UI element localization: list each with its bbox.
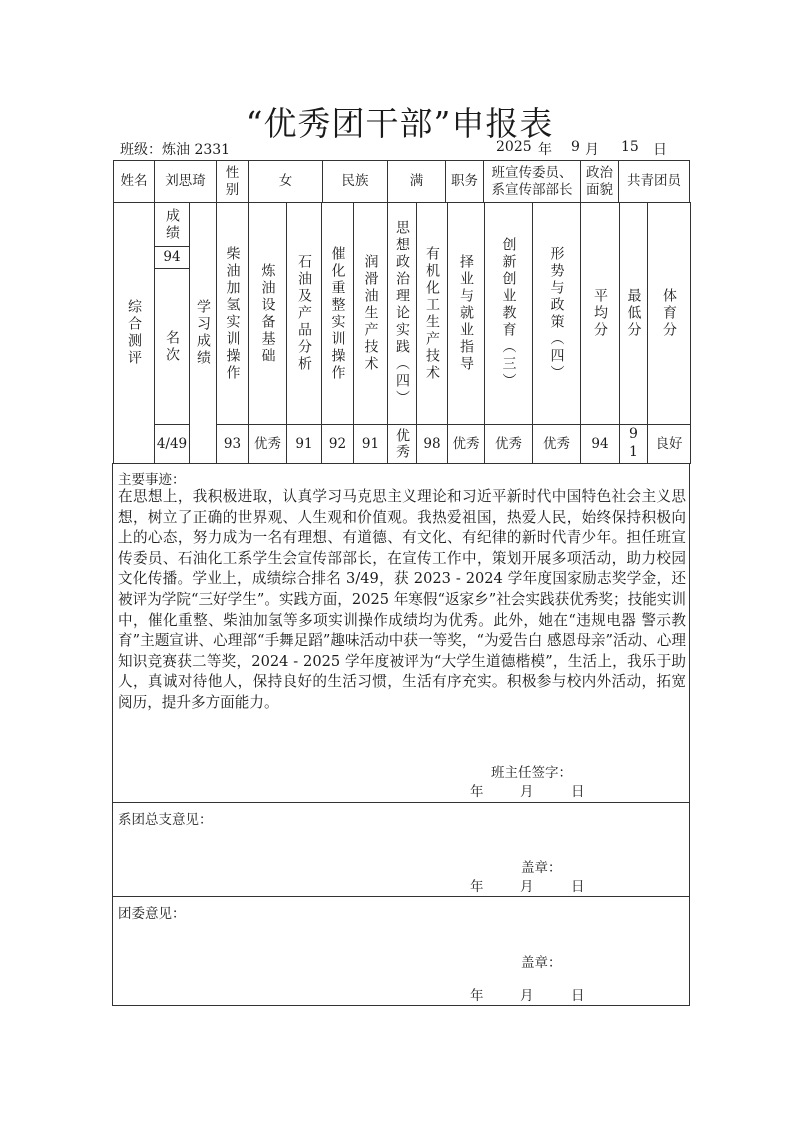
course-name-cell: 炼油设备基础 bbox=[248, 202, 287, 425]
branch-day-unit: 日 bbox=[571, 879, 585, 895]
course-score-cell: 94 bbox=[580, 424, 620, 464]
course-name-cell: 催化重整实训操作 bbox=[321, 202, 354, 425]
date-day: 15 bbox=[621, 139, 639, 155]
course-name-cell: 择业与就业指导 bbox=[447, 202, 485, 425]
gender-value: 女 bbox=[248, 160, 323, 203]
name-label: 姓名 bbox=[113, 160, 155, 203]
committee-opinion-box bbox=[112, 896, 690, 1006]
course-score-cell: 91 bbox=[286, 424, 322, 464]
deeds-month-unit: 月 bbox=[520, 784, 534, 800]
committee-month-unit: 月 bbox=[520, 988, 534, 1004]
course-score-cell: 优秀 bbox=[248, 424, 287, 464]
gender-label: 性别 bbox=[216, 160, 249, 203]
name-value: 刘思琦 bbox=[154, 160, 217, 203]
committee-year-unit: 年 bbox=[470, 988, 484, 1004]
head-teacher-signature-label: 班主任签字： bbox=[491, 765, 572, 781]
deeds-day-unit: 日 bbox=[571, 784, 585, 800]
grade-value: 94 bbox=[154, 246, 190, 269]
course-score-cell: 优秀 bbox=[532, 424, 581, 464]
grade-label: 成绩 bbox=[154, 202, 190, 247]
deeds-year-unit: 年 bbox=[470, 784, 484, 800]
position-label: 职务 bbox=[445, 160, 484, 203]
branch-opinion-label: 系团总支意见： bbox=[118, 812, 213, 828]
date-day-unit: 日 bbox=[653, 142, 667, 158]
course-name-cell: 润滑油生产技术 bbox=[353, 202, 388, 425]
political-value: 共青团员 bbox=[618, 160, 690, 203]
page-title: “优秀团干部”申报表 bbox=[245, 104, 554, 143]
date-month-unit: 月 bbox=[585, 142, 599, 158]
evaluation-section-label: 综合测评 bbox=[113, 202, 155, 464]
course-score-cell: 优秀 bbox=[484, 424, 533, 464]
course-name-cell: 体育分 bbox=[647, 202, 691, 425]
course-name-cell: 柴油加氢实训操作 bbox=[216, 202, 249, 425]
position-value: 班宣传委员、系宣传部部长 bbox=[483, 160, 581, 203]
course-name-cell: 平均分 bbox=[580, 202, 620, 425]
course-score-cell: 优秀 bbox=[387, 424, 417, 464]
course-name-cell: 创新创业教育（三） bbox=[484, 202, 533, 425]
course-score-cell: 92 bbox=[321, 424, 354, 464]
course-name-cell: 形势与政策（四） bbox=[532, 202, 581, 425]
course-name-cell: 石油及产品分析 bbox=[286, 202, 322, 425]
course-name-cell: 思想政治理论实践（四） bbox=[387, 202, 417, 425]
course-score-cell: 93 bbox=[216, 424, 249, 464]
rank-value: 4/49 bbox=[154, 424, 190, 464]
date-year: 2025 bbox=[496, 139, 532, 155]
date-month: 9 bbox=[571, 139, 580, 155]
rank-label: 名次 bbox=[154, 268, 190, 425]
course-score-cell: 91 bbox=[619, 424, 648, 464]
deeds-label: 主要事迹： bbox=[118, 472, 186, 488]
branch-year-unit: 年 bbox=[470, 879, 484, 895]
deeds-text: 在思想上，我积极进取，认真学习马克思主义理论和习近平新时代中国特色社会主义思想，树立了正确的世界观、人生观和价值观。我热爱祖国，热爱人民，始终保持积极向上的心态，努力成为一名有理想、有道德、有文化、有纪律的新时代青少年。担任班宣传委员、石油化工系学生会宣传部部长，在宣传工作中，策划开展多项活动，助力校园文化传播。学业上，成绩综合排名 3/49，获 2023 - 2024 学年度国家励志奖学金，还被评为学院“三好学生”。实践方面，2025 年寒假“返家乡”社会实践获优秀奖；技能实训中，催化重整、柴油加氢等多项实训操作成绩均为优秀。此外，她在“违规电器 警示教育”主题宣讲、心理部“手舞足蹈”趣味活动中获一等奖，“为爱告白 感恩母亲”活动、心理知识竞赛获二等奖，2024 - 2025 学年度被评为“大学生道德楷模”，生活上，我乐于助人，真诚对待他人，保持良好的生活习惯，生活有序充实。积极参与校内外活动，拓宽阅历，提升多方面能力。 bbox=[118, 488, 686, 711]
class-label: 班级：炼油 2331 bbox=[120, 142, 231, 158]
ethnicity-value: 满 bbox=[387, 160, 446, 203]
course-name-cell: 最低分 bbox=[619, 202, 648, 425]
course-score-cell: 良好 bbox=[647, 424, 691, 464]
study-label: 学习成绩 bbox=[189, 202, 217, 464]
course-score-cell: 98 bbox=[416, 424, 448, 464]
date-year-unit: 年 bbox=[538, 142, 552, 158]
branch-month-unit: 月 bbox=[520, 879, 534, 895]
course-score-cell: 优秀 bbox=[447, 424, 485, 464]
committee-opinion-label: 团委意见： bbox=[118, 906, 186, 922]
course-name-cell: 有机化工生产技术 bbox=[416, 202, 448, 425]
ethnicity-label: 民族 bbox=[322, 160, 388, 203]
committee-day-unit: 日 bbox=[571, 988, 585, 1004]
branch-stamp-label: 盖章： bbox=[521, 860, 562, 876]
committee-stamp-label: 盖章： bbox=[521, 955, 562, 971]
political-label: 政治面貌 bbox=[580, 160, 619, 203]
course-score-cell: 91 bbox=[353, 424, 388, 464]
